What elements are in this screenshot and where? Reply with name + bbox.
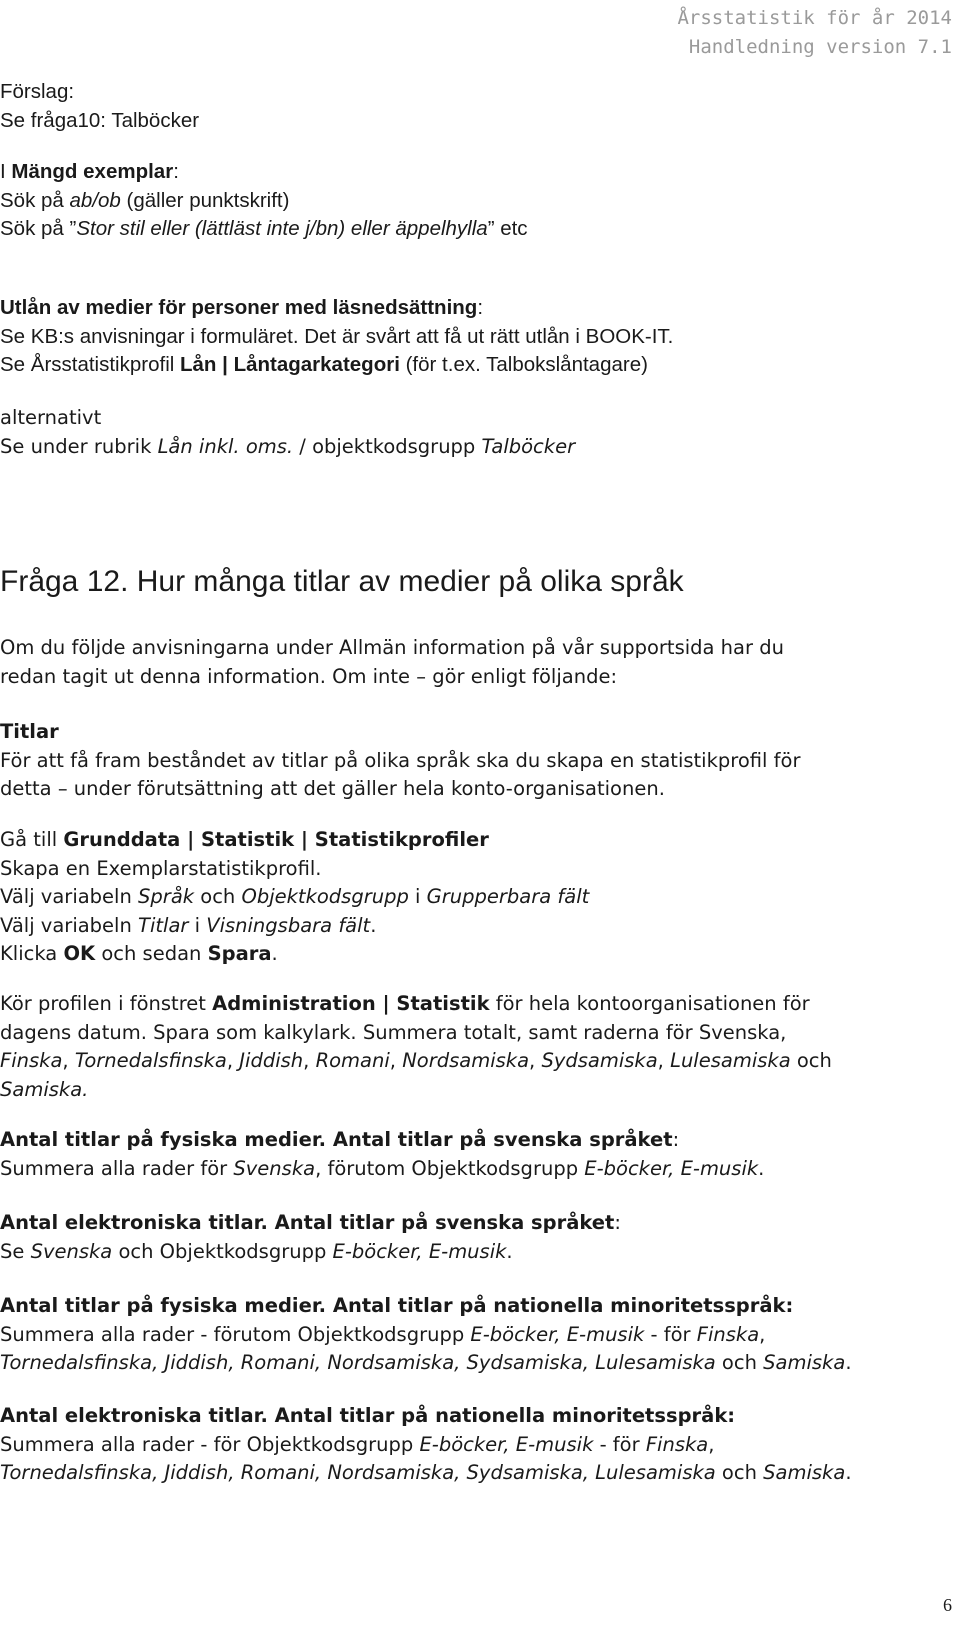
utlan-heading: Utlån av medier för personer med läsnedsättning: (0, 296, 484, 319)
intro-block (0, 634, 784, 691)
step-1: Gå till Grunddata | Statistik | Statistikprofiler (0, 828, 489, 851)
suggestion-line: Se fråga10: Talböcker (0, 108, 200, 132)
section-1 (0, 1126, 764, 1183)
page-number: 6 (943, 1595, 952, 1615)
suggestion-title: Förslag: (0, 80, 75, 103)
intro-line-1: Om du följde anvisningarna under Allmän information på vår supportsida har du (0, 636, 784, 659)
section-2-heading: Antal elektroniska titlar. Antal titlar på svenska språket: (0, 1211, 621, 1234)
titlar-line-2: detta – under förutsättning att det gäller hela konto-organisationen. (0, 777, 665, 800)
suggestion-block (0, 78, 199, 135)
utlan-alt-block (0, 404, 575, 461)
titlar-line-1: För att få fram beståndet av titlar på olika språk ska du skapa en statistikprofil för (0, 748, 801, 772)
question-12-heading: Fråga 12. Hur många titlar av medier på olika språk (0, 565, 684, 598)
utlan-block (0, 294, 673, 380)
section-3-text-2: Tornedalsfinska, Jiddish, Romani, Nordsamiska, Sydsamiska, Lulesamiska och Samiska. (0, 1351, 852, 1374)
steps-block (0, 826, 589, 969)
section-4-text: Summera alla rader - för Objektkodsgrupp E-böcker, E-musik - för Finska, (0, 1432, 715, 1456)
titlar-block (0, 718, 801, 804)
section-4-heading: Antal elektroniska titlar. Antal titlar på nationella minoritetsspråk: (0, 1404, 736, 1427)
run-line-2: dagens datum. Spara som kalkylark. Summera totalt, samt raderna för Svenska, (0, 1020, 787, 1044)
section-3-text: Summera alla rader - förutom Objektkodsgrupp E-böcker, E-musik - för Finska, (0, 1322, 766, 1346)
section-4 (0, 1402, 852, 1488)
intro-line-2: redan tagit ut denna information. Om inte – gör enligt följande: (0, 664, 618, 688)
step-4: Välj variabeln Titlar i Visningsbara fält. (0, 913, 377, 937)
section-2-text: Se Svenska och Objektkodsgrupp E-böcker, E-musik. (0, 1239, 513, 1263)
run-line-3: Finska, Tornedalsfinska, Jiddish, Romani, Nordsamiska, Sydsamiska, Lulesamiska och (0, 1049, 832, 1072)
section-3-heading: Antal titlar på fysiska medier. Antal titlar på nationella minoritetsspråk: (0, 1294, 794, 1317)
run-line-4: Samiska. (0, 1077, 89, 1101)
step-3: Välj variabeln Språk och Objektkodsgrupp i Grupperbara fält (0, 885, 590, 908)
page-header (677, 4, 952, 62)
header-version: Handledning version 7.1 (688, 36, 952, 58)
utlan-line-5: Se under rubrik Lån inkl. oms. / objektkodsgrupp Talböcker (0, 434, 576, 458)
header-title: Årsstatistik för år 2014 (677, 7, 952, 29)
step-2: Skapa en Exemplarstatistikprofil. (0, 856, 322, 880)
run-line-1: Kör profilen i fönstret Administration | Statistik för hela kontoorganisationen för (0, 992, 810, 1015)
section-1-text: Summera alla rader för Svenska, förutom Objektkodsgrupp E-böcker, E-musik. (0, 1156, 765, 1180)
run-block (0, 990, 832, 1104)
utlan-alternative: alternativt (0, 406, 102, 429)
titlar-title: Titlar (0, 720, 59, 743)
mangd-line-2: Sök på ab/ob (gäller punktskrift) (0, 188, 290, 212)
mangd-heading: I Mängd exemplar: (0, 160, 179, 183)
step-5: Klicka OK och sedan Spara. (0, 942, 278, 965)
section-3 (0, 1292, 852, 1378)
section-4-text-2: Tornedalsfinska, Jiddish, Romani, Nordsamiska, Sydsamiska, Lulesamiska och Samiska. (0, 1461, 852, 1484)
utlan-line-3: Se Årsstatistikprofil Lån | Låntagarkategori (för t.ex. Talbokslåntagare) (0, 353, 648, 376)
mangd-block (0, 158, 528, 244)
utlan-line-2: Se KB:s anvisningar i formuläret. Det är svårt att få ut rätt utlån i BOOK-IT. (0, 324, 674, 348)
section-2 (0, 1209, 621, 1266)
section-1-heading: Antal titlar på fysiska medier. Antal titlar på svenska språket: (0, 1128, 680, 1151)
mangd-line-3: Sök på ”Stor stil eller (lättläst inte j/bn) eller äppelhylla” etc (0, 217, 528, 240)
